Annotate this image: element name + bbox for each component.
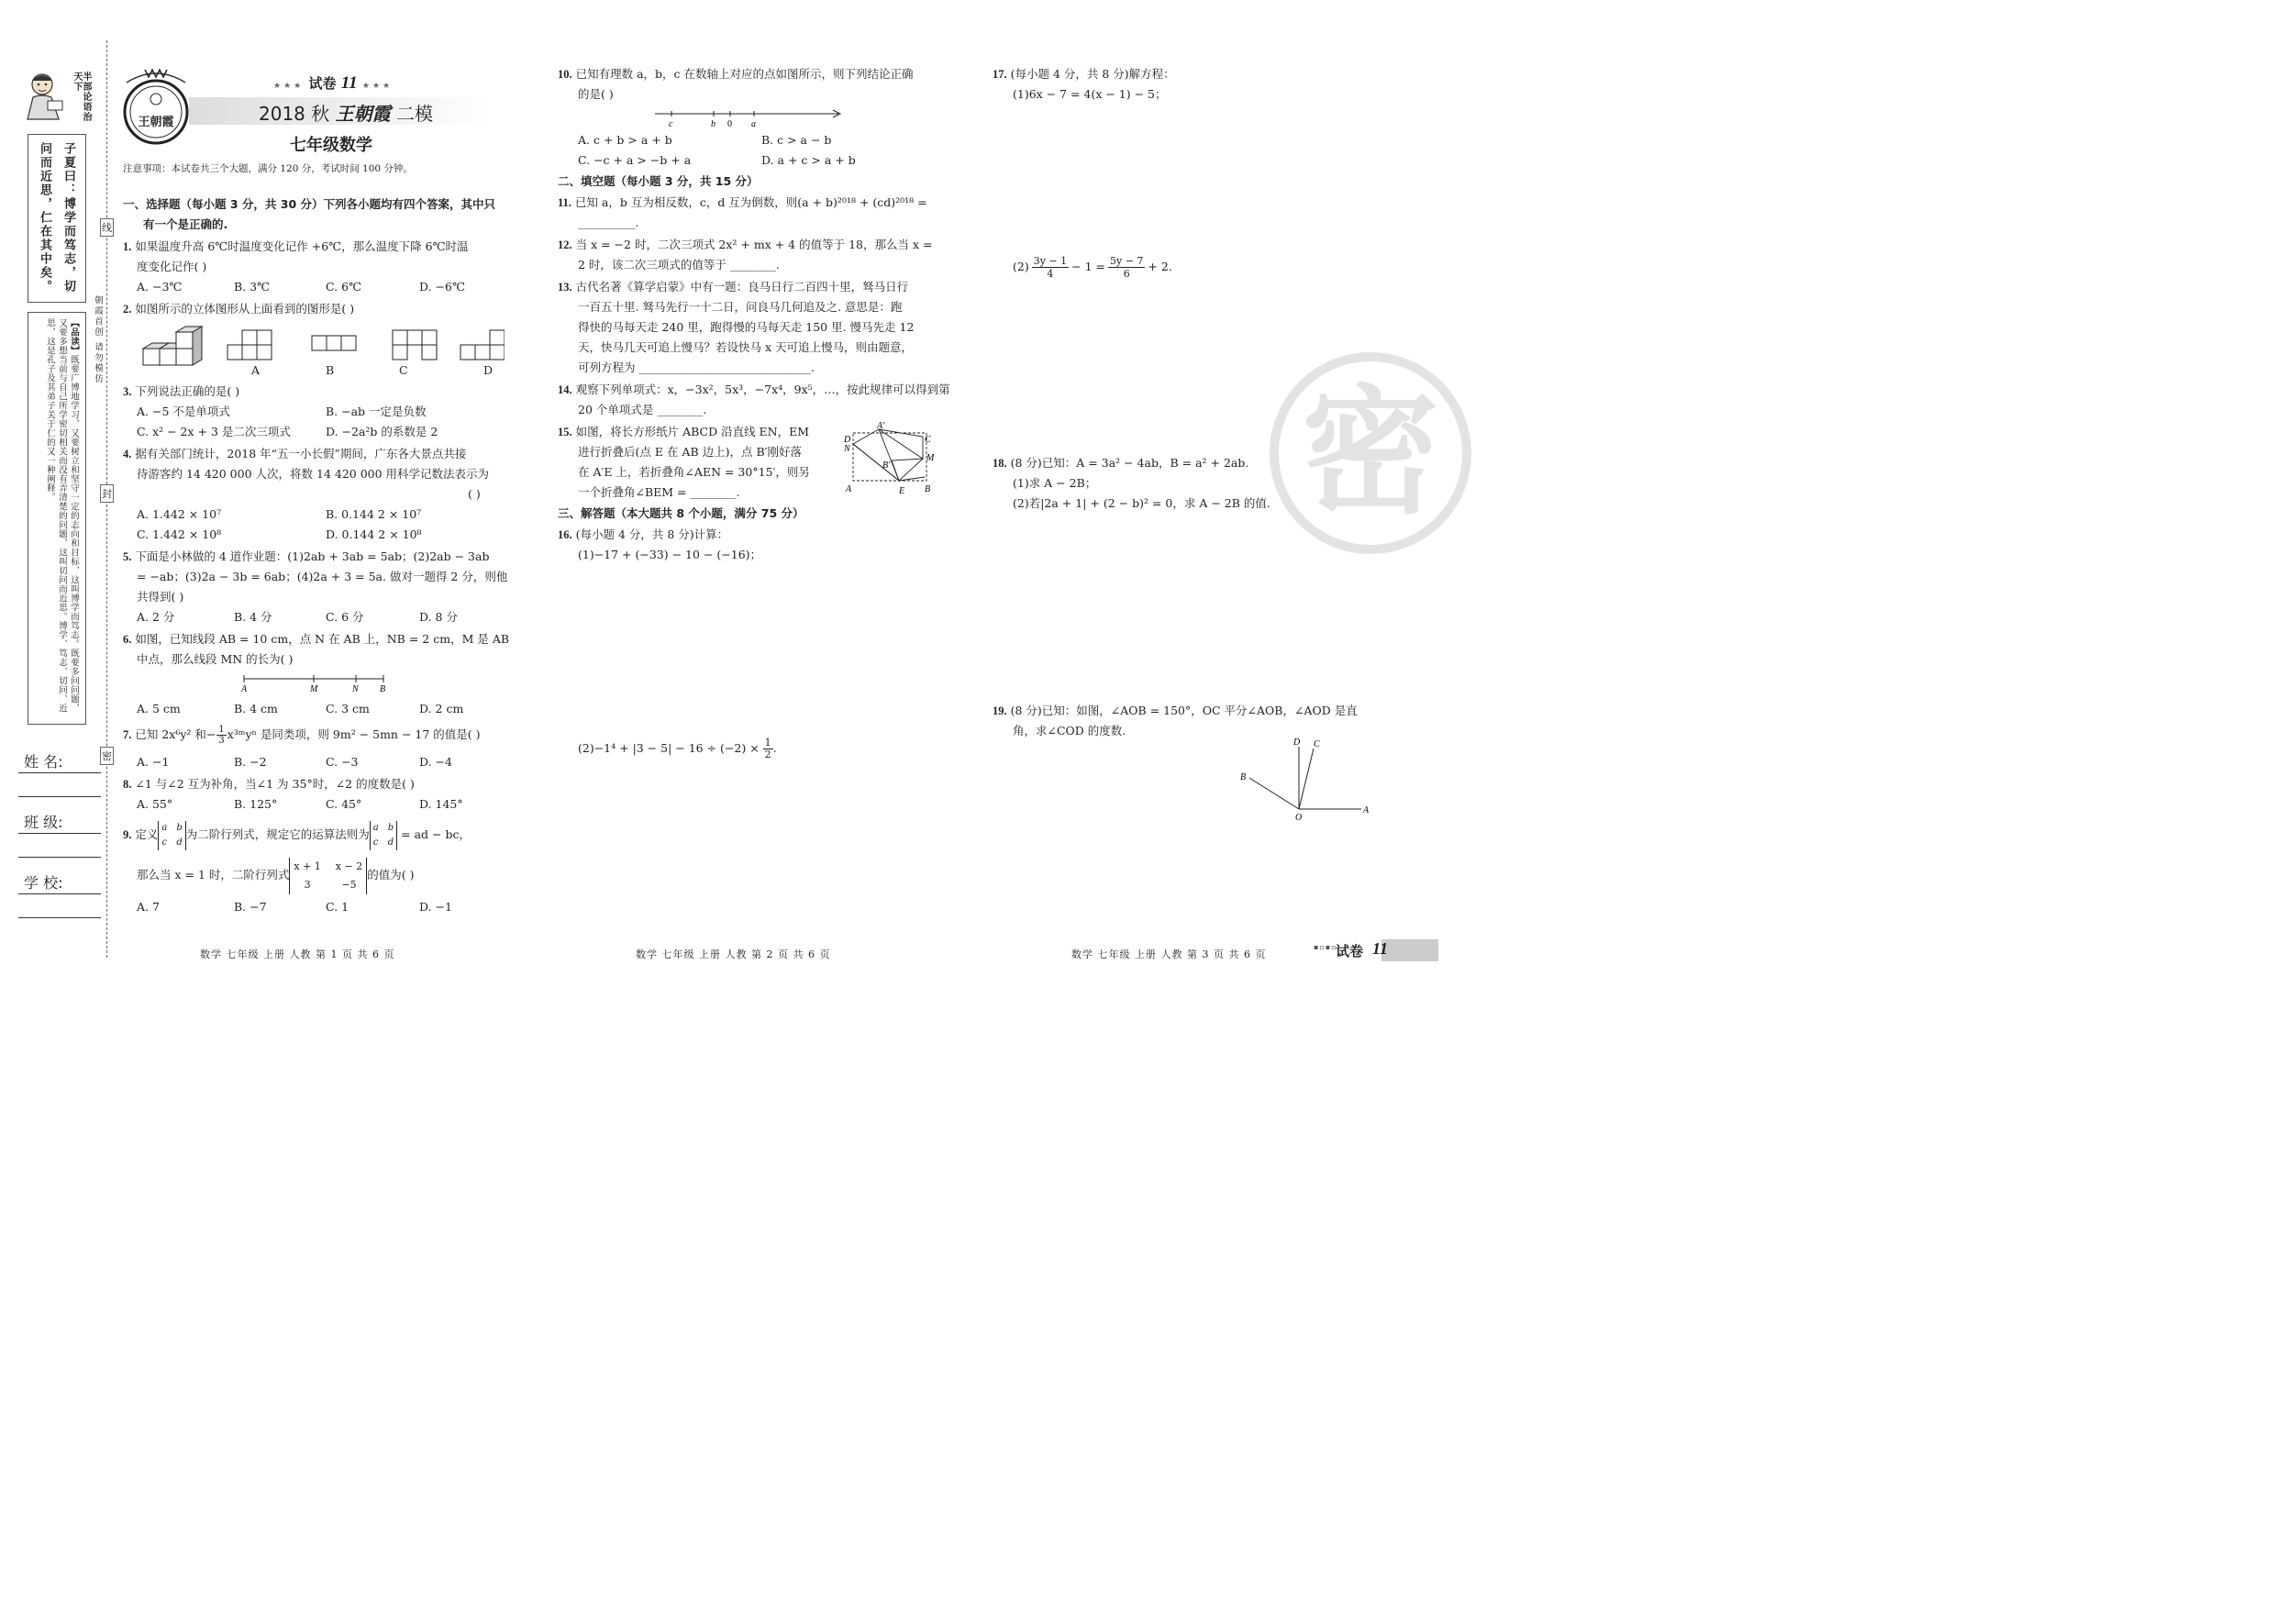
q7-option-a[interactable]: A. −1: [137, 755, 170, 769]
sidebar-reading: [44, 318, 80, 718]
q2-figure: [138, 323, 505, 378]
question-7: [123, 723, 481, 747]
q7-fraction: $\frac{1}{3}$: [218, 725, 225, 746]
q3-option-c[interactable]: C. x² − 2x + 3 是二次三项式: [137, 425, 291, 438]
q2-option-b-figure: [312, 336, 356, 350]
question-number: 8.: [123, 778, 132, 791]
question-17: [993, 64, 1175, 84]
q7-option-b[interactable]: B. −2: [234, 755, 267, 769]
q15-fold-figure: [842, 420, 939, 497]
crest-icon: [117, 61, 194, 149]
q2-solid: [143, 327, 202, 365]
q7-option-c[interactable]: C. −3: [326, 755, 359, 769]
question-17-part-2: (2) $\frac{3y - 1}{4}$ − 1 = $\frac{5y - 7}{6}$ + 2.: [1013, 255, 1172, 280]
question-1: [123, 237, 469, 257]
q19-angle-figure: [1235, 734, 1381, 822]
question-10: [558, 64, 914, 84]
q6-segment-figure: [238, 673, 394, 693]
school-field[interactable]: [18, 866, 101, 918]
question-13-cont4: 可列方程为 ______________________________.: [578, 360, 815, 374]
q2-option-a[interactable]: A: [251, 363, 261, 377]
logo-text: 王朝霞: [138, 116, 174, 129]
title-brand: 王朝霞: [335, 103, 391, 125]
question-18-part-1: (1)求 A − 2B；: [1013, 476, 1097, 490]
question-15-cont3: 一个折叠角∠BEM = ________.: [578, 485, 740, 499]
question-text: 已知 2x⁶y² 和−: [135, 727, 216, 741]
question-2: [123, 299, 354, 319]
question-5-cont2: 共得到( ): [137, 590, 184, 604]
question-text: 如图，将长方形纸片 ABCD 沿直线 EN，EM: [575, 425, 810, 438]
sidebar-reading-box: [28, 312, 86, 725]
question-text: 已知有理数 a，b，c 在数轴上对应的点如图所示，则下列结论正确: [575, 67, 914, 81]
question-text: 据有关部门统计，2018 年“五一小长假”期间，广东各大景点共接: [135, 447, 467, 460]
question-text: 观察下列单项式：x，−3x²，5x³，−7x⁴，9x⁵，…，按此规律可以得到第: [575, 383, 950, 396]
question-text: (8 分)已知：如图，∠AOB = 150°，OC 平分∠AOB，∠AOD 是直: [1010, 704, 1358, 717]
question-4-cont: 待游客约 14 420 000 人次，将数 14 420 000 用科学记数法表示为: [137, 467, 490, 481]
question-1-cont: 度变化记作( ): [137, 260, 207, 273]
sidebar-reading-tag: 【品读】: [69, 318, 79, 355]
question-number: 13.: [558, 281, 572, 294]
question-number: 10.: [558, 68, 572, 81]
q15-label-b: B: [925, 484, 931, 494]
question-15-cont2: 在 A′E 上，若折叠角∠AEN = 30°15′，则另: [578, 465, 810, 479]
q6-label-b: B: [380, 684, 386, 693]
question-text: 下面是小林做的 4 道作业题：(1)2ab + 3ab = 5ab；(2)2ab − 3ab: [135, 549, 490, 563]
q9-option-a[interactable]: A. 7: [137, 900, 160, 914]
sidebar-quote: 子夏曰：博学而笃志，切问而近思，仁在其中矣。: [38, 142, 75, 294]
question-13: [558, 277, 908, 297]
question-16: [558, 525, 728, 545]
footer-page-2: 数学 七年级 上册 人教 第 2 页 共 6 页: [636, 948, 831, 960]
footer-page-3: 数学 七年级 上册 人教 第 3 页 共 6 页: [1071, 948, 1267, 960]
q10-label-a: a: [751, 119, 756, 128]
paper-tag-label: 试卷: [308, 75, 337, 92]
question-14: [558, 380, 950, 400]
q19-label-b: B: [1240, 772, 1247, 782]
question-19: [993, 701, 1358, 721]
q8-option-c[interactable]: C. 45°: [326, 797, 362, 811]
question-16-part-1: (1)−17 + (−33) − 10 − (−16)；: [578, 548, 762, 561]
question-number: 16.: [558, 528, 572, 541]
question-15-cont1: 进行折叠后(点 E 在 AB 边上)，点 B′刚好落: [578, 445, 802, 459]
class-field[interactable]: [18, 805, 101, 858]
question-number: 17.: [993, 68, 1007, 81]
question-number: 18.: [993, 457, 1007, 470]
q10-number-line: [653, 106, 846, 128]
paper-tag: [273, 73, 393, 94]
question-text: 如果温度升高 6℃时温度变化记作 +6℃，那么温度下降 6℃时温: [135, 239, 469, 253]
question-17-part-1: (1)6x − 7 = 4(x − 1) − 5；: [1013, 87, 1167, 101]
question-9: [123, 818, 471, 851]
question-text: ∠1 与∠2 互为补角，当∠1 为 35°时，∠2 的度数是( ): [135, 777, 415, 791]
sidebar-reading-text: 既要广博地学习，又要树立和坚守一定的志向和目标，这叫博学而笃志。既要多问问题，又要多想当前与自己所学密切相关而没有弄清楚的问题，这叫切问而近思。博学、笃志、切问、近思，这是孔子及其弟子关于仁的又一种阐释。: [45, 318, 79, 713]
q10-label-c: c: [669, 119, 673, 128]
q3-option-b[interactable]: B. −ab 一定是负数: [326, 405, 427, 418]
question-number: 9.: [123, 828, 132, 841]
section-2-heading: 二、填空题（每小题 3 分，共 15 分）: [558, 174, 759, 188]
q19-label-a: A: [1363, 805, 1370, 815]
question-11-cont: __________.: [578, 216, 639, 229]
q16-fraction: $\frac{1}{2}$: [764, 737, 771, 760]
question-number: 3.: [123, 385, 132, 398]
question-16-part-2: (2)−1⁴ + |3 − 5| − 16 ÷ (−2) × $\frac{1}{2}$ .: [578, 737, 777, 760]
question-number: 12.: [558, 238, 572, 251]
q6-label-m: M: [310, 684, 318, 693]
question-text-cont: 为二阶行列式，规定它的运算法则为: [185, 827, 370, 841]
question-number: 11.: [558, 196, 571, 209]
q10-option-d[interactable]: D. a + c > a + b: [761, 153, 856, 167]
q1-option-c[interactable]: C. 6℃: [326, 280, 362, 294]
question-text: (每小题 4 分，共 8 分)计算：: [575, 527, 729, 541]
question-13-cont1: 一百五十里. 驽马先行一十二日，问良马几何追及之. 意思是：跑: [578, 300, 903, 314]
q4-option-a[interactable]: A. 1.442 × 10⁷: [137, 507, 222, 521]
q15-label-n: N: [844, 444, 850, 454]
q19-label-o: O: [1295, 813, 1303, 822]
q15-label-m: M: [926, 453, 935, 463]
school-label: 学 校:: [24, 874, 63, 892]
footer-dots-icon: ▪▫▪▫: [1314, 943, 1337, 951]
question-18-part-2: (2)若|2a + 1| + (2 − b)² = 0，求 A − 2B 的值.: [1013, 496, 1270, 510]
question-number: 15.: [558, 426, 572, 438]
q10-option-a[interactable]: A. c + b > a + b: [578, 133, 672, 147]
question-number: 19.: [993, 704, 1007, 717]
q19-label-c: C: [1314, 739, 1320, 749]
question-text: 如图，已知线段 AB = 10 cm，点 N 在 AB 上，NB = 2 cm，M 是 AB: [135, 632, 510, 646]
section-1-heading-cont: 有一个是正确的.: [143, 217, 228, 231]
question-18: [993, 453, 1248, 473]
q15-label-d: D: [844, 435, 851, 445]
q17-fraction-1: $\frac{3y - 1}{4}$: [1033, 255, 1068, 280]
secret-seal-watermark: [1270, 352, 1471, 554]
q3-option-d[interactable]: D. −2a²b 的系数是 2: [326, 425, 438, 438]
question-11: [558, 193, 927, 213]
q10-label-0: 0: [727, 119, 732, 128]
brand-logo: [117, 61, 194, 149]
question-3: [123, 382, 239, 402]
q5-option-a[interactable]: A. 2 分: [137, 610, 175, 624]
q2-option-d[interactable]: D: [483, 363, 494, 377]
question-6: [123, 629, 509, 649]
q4-option-c[interactable]: C. 1.442 × 10⁸: [137, 527, 222, 541]
fold-char-3: 密: [100, 747, 114, 765]
question-12-cont: 2 时，该二次三项式的值等于 ________.: [578, 258, 780, 272]
q9-option-d[interactable]: D. −1: [419, 900, 452, 914]
q15-label-c: C: [925, 435, 931, 445]
question-number: 6.: [123, 633, 132, 646]
page-title: [259, 99, 433, 126]
scholar-icon: [20, 68, 72, 123]
q15-label-a: A: [846, 484, 852, 494]
q9-option-b[interactable]: B. −7: [234, 900, 267, 914]
q1-option-a[interactable]: A. −3℃: [137, 280, 183, 294]
q5-option-c[interactable]: C. 6 分: [326, 610, 364, 624]
question-14-cont: 20 个单项式是 ________.: [578, 403, 707, 416]
class-label: 班 级:: [24, 814, 63, 831]
q9-matrix-rule: a b c d: [370, 821, 397, 850]
q15-label-a-prime: A′: [877, 421, 885, 431]
q1-option-d[interactable]: D. −6℃: [419, 280, 465, 294]
q3-option-a[interactable]: A. −5 不是单项式: [137, 405, 230, 418]
q2-option-c[interactable]: C: [399, 363, 408, 377]
title-year: 2018 秋: [259, 103, 330, 125]
q8-option-b[interactable]: B. 125°: [234, 797, 278, 811]
q1-option-b[interactable]: B. 3℃: [234, 280, 271, 294]
q8-option-d[interactable]: D. 145°: [419, 797, 463, 811]
question-text: 定义: [135, 827, 159, 841]
q5-option-b[interactable]: B. 4 分: [234, 610, 272, 624]
question-4: [123, 444, 466, 464]
footer-tag-label: 试卷: [1336, 943, 1364, 959]
q9-matrix-value: x + 1 x − 2 3 −5: [289, 858, 367, 894]
stars-left-icon: ★★★: [273, 82, 305, 91]
title-exam: 二模: [395, 103, 433, 125]
q2-option-c-figure: [393, 330, 437, 360]
q15-label-e: E: [899, 486, 905, 496]
question-text: (每小题 4 分，共 8 分)解方程：: [1010, 67, 1175, 81]
question-12: [558, 235, 932, 255]
question-number: 4.: [123, 448, 132, 460]
question-13-cont3: 天，快马几天可追上慢马？若设快马 x 天可追上慢马，则由题意，: [578, 340, 913, 354]
question-5: [123, 547, 489, 567]
q5-option-d[interactable]: D. 8 分: [419, 610, 458, 624]
q8-option-a[interactable]: A. 55°: [137, 797, 173, 811]
secret-seal-glyph: 密: [1301, 373, 1439, 533]
question-number: 1.: [123, 240, 132, 253]
name-field[interactable]: [18, 745, 101, 797]
question-13-cont2: 得快的马每天走 240 里，跑得慢的马每天走 150 里. 慢马先走 12: [578, 320, 915, 334]
q17-fraction-2: $\frac{5y - 7}{6}$: [1110, 255, 1144, 280]
paper-tag-number: 11: [340, 73, 358, 93]
q6-option-c[interactable]: C. 3 cm: [326, 702, 370, 715]
q4-option-b[interactable]: B. 0.144 2 × 10⁷: [326, 507, 422, 521]
q6-label-n: N: [352, 684, 359, 693]
question-text-cont: x³ᵐyⁿ 是同类项，则 9m² − 5mn − 17 的值是( ): [227, 727, 481, 741]
question-number: 14.: [558, 383, 572, 396]
page-subtitle: 七年级数学: [290, 136, 372, 155]
question-8: [123, 774, 415, 794]
q2-option-d-figure: [460, 330, 505, 360]
footer-tag-number: 11: [1372, 939, 1389, 958]
question-10-cont: 的是( ): [578, 87, 614, 101]
q6-option-b[interactable]: B. 4 cm: [234, 702, 278, 715]
question-text: (8 分)已知：A = 3a² − 4ab，B = a² + 2ab.: [1010, 456, 1249, 470]
name-label: 姓 名:: [24, 753, 63, 771]
section-3-heading: 三、解答题（本大题共 8 个小题，满分 75 分）: [558, 506, 804, 520]
q2-option-a-figure: [227, 330, 272, 360]
question-text-cont2: = ad − bc，: [401, 827, 471, 841]
footer-page-1: 数学 七年级 上册 人教 第 1 页 共 6 页: [200, 948, 395, 960]
question-5-cont: = −ab；(3)2a − 3b = 6ab；(4)2a + 3 = 5a. 做对一题得 2 分，则他: [137, 570, 508, 583]
copyright-note: 朝霞首创 请勿模仿: [93, 295, 103, 385]
stars-right-icon: ★★★: [361, 82, 394, 91]
question-text: 古代名著《算学启蒙》中有一题：良马日行二百四十里，驽马日行: [575, 280, 909, 294]
q10-option-c[interactable]: C. −c + a > −b + a: [578, 153, 692, 167]
footer-paper-tag: [1312, 939, 1438, 961]
sidebar-quote-box: [28, 134, 86, 303]
q15-label-b-prime: B′: [882, 460, 891, 471]
sidebar-cartoon: [20, 68, 72, 123]
question-9-cont: 那么当 x = 1 时，二阶行列式 x + 1 x − 2 3 −5 的值为( ): [137, 857, 414, 894]
q6-label-a: A: [241, 684, 248, 693]
sidebar-motto: 半部论语治天下: [72, 72, 91, 122]
question-number: 5.: [123, 550, 132, 563]
fold-char-2: 封: [100, 484, 114, 503]
question-4-cont2: ( ): [468, 487, 481, 501]
q9-option-c[interactable]: C. 1: [326, 900, 349, 914]
q10-label-b: b: [711, 119, 715, 128]
q7-option-d[interactable]: D. −4: [419, 755, 452, 769]
question-15: [558, 422, 809, 442]
fold-char-1: 线: [100, 218, 114, 237]
q6-option-a[interactable]: A. 5 cm: [137, 702, 181, 715]
q10-option-b[interactable]: B. c > a − b: [761, 133, 832, 147]
q19-label-d: D: [1293, 738, 1301, 748]
question-number: 7.: [123, 728, 132, 741]
question-6-cont: 中点，那么线段 MN 的长为( ): [137, 652, 294, 666]
q2-option-b[interactable]: B: [326, 363, 335, 377]
q6-option-d[interactable]: D. 2 cm: [419, 702, 464, 715]
exam-notice: 注意事项：本试卷共三个大题，满分 120 分，考试时间 100 分钟。: [123, 163, 413, 174]
section-1-heading: 一、选择题（每小题 3 分，共 30 分）下列各小题均有四个答案，其中只: [123, 197, 496, 211]
question-number: 2.: [123, 303, 132, 316]
q4-option-d[interactable]: D. 0.144 2 × 10⁸: [326, 527, 422, 541]
question-19-cont: 角，求∠COD 的度数.: [1013, 724, 1126, 738]
question-text: 如图所示的立体图形从上面看到的图形是( ): [135, 302, 355, 316]
question-text: 已知 a，b 互为相反数，c，d 互为倒数，则(a + b)²⁰¹⁸ + (cd)²⁰¹⁸ =: [574, 195, 927, 209]
q9-matrix-def: a b c d: [158, 821, 185, 850]
question-text: 当 x = −2 时，二次三项式 2x² + mx + 4 的值等于 18，那么当 x =: [575, 238, 933, 251]
question-text: 下列说法正确的是( ): [135, 384, 240, 398]
